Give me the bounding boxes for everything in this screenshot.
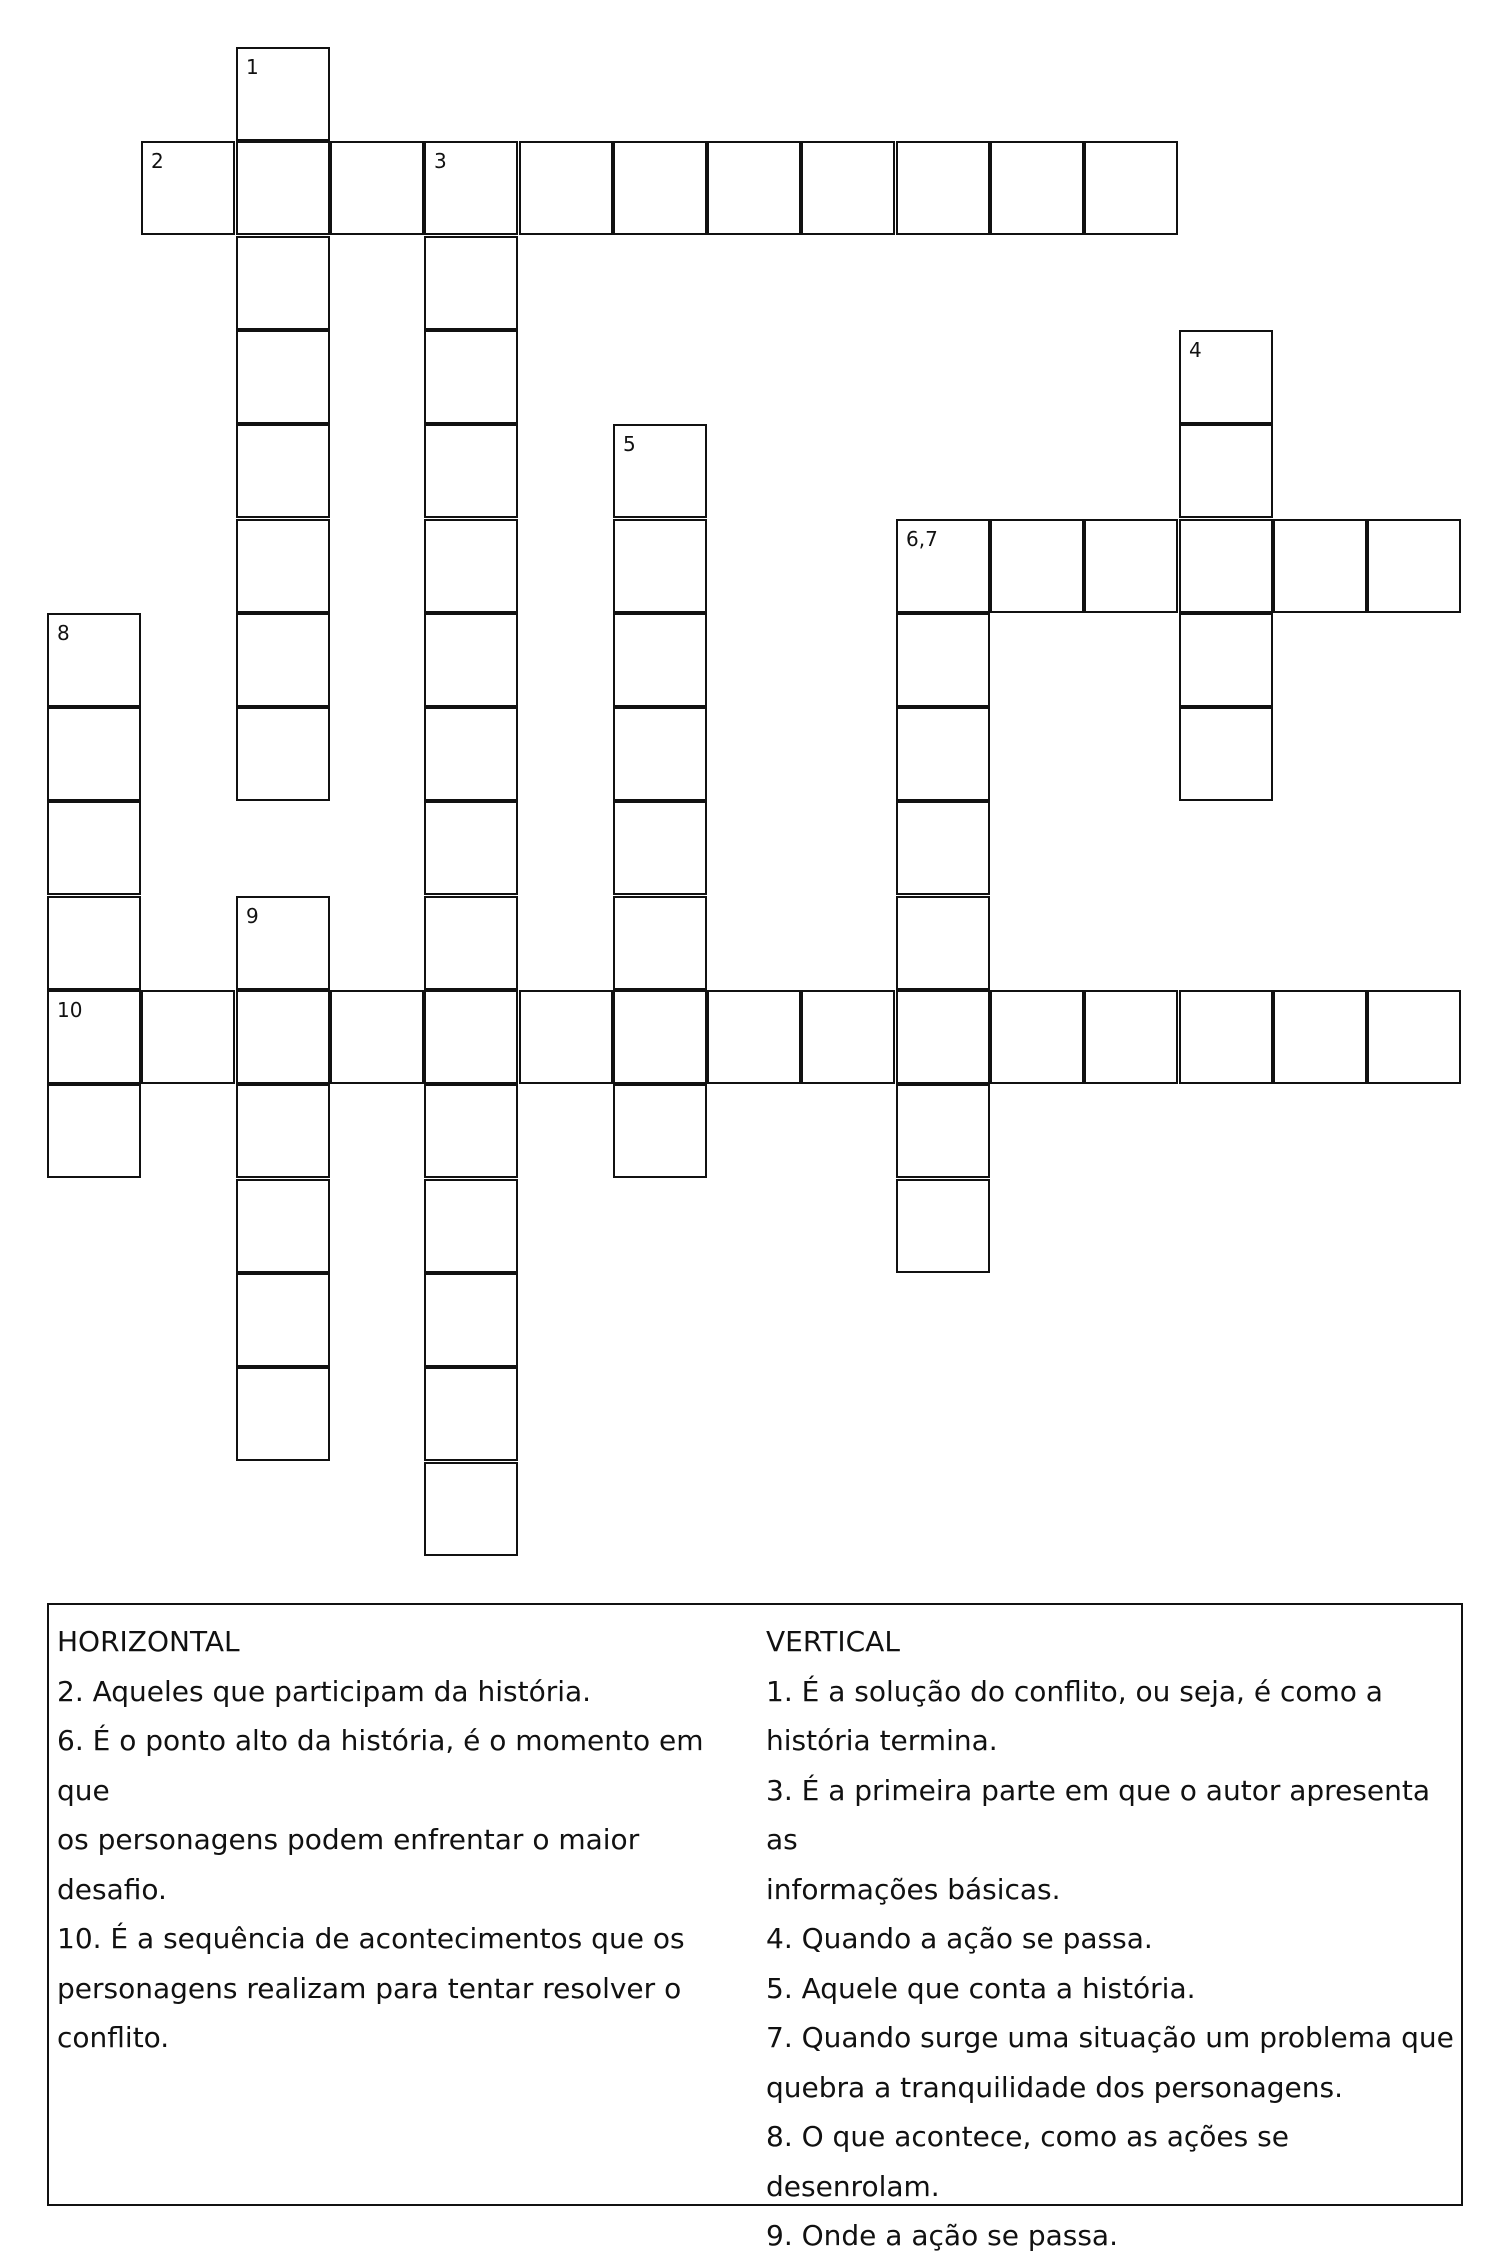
crossword-cell[interactable] [424,990,518,1084]
crossword-cell[interactable] [236,141,330,235]
crossword-cell[interactable] [519,990,613,1084]
clue-number: 4 [1189,338,1202,362]
crossword-cell[interactable] [1273,519,1367,613]
crossword-cell[interactable] [707,141,801,235]
crossword-cell[interactable] [896,141,990,235]
crossword-cell[interactable] [707,990,801,1084]
clue-number: 1 [246,55,259,79]
crossword-cell[interactable] [896,896,990,990]
clue-number: 10 [57,998,83,1022]
crossword-cell[interactable] [1367,519,1461,613]
crossword-cell[interactable] [613,990,707,1084]
crossword-cell[interactable] [424,1179,518,1273]
crossword-cell[interactable] [424,613,518,707]
crossword-cell[interactable] [236,990,330,1084]
crossword-cell[interactable] [613,1084,707,1178]
crossword-cell[interactable] [424,707,518,801]
crossword-cell[interactable] [424,1367,518,1461]
crossword-cell[interactable] [424,236,518,330]
crossword-cell[interactable] [424,896,518,990]
crossword-cell[interactable] [236,613,330,707]
crossword-cell[interactable] [47,801,141,895]
crossword-cell[interactable] [47,707,141,801]
crossword-cell[interactable] [236,1273,330,1367]
clue-line: 7. Quando surge uma situação um problema que [766,2021,1454,2054]
crossword-cell[interactable] [424,1462,518,1556]
crossword-cell[interactable] [236,1179,330,1273]
crossword-cell[interactable] [990,141,1084,235]
crossword-cell[interactable] [424,141,518,235]
clue-line: 10. É a sequência de acontecimentos que os [57,1922,685,1955]
crossword-cell[interactable] [1084,519,1178,613]
clue-line: 6. É o ponto alto da história, é o momento em que [57,1724,704,1807]
crossword-cell[interactable] [990,990,1084,1084]
crossword-cell[interactable] [613,801,707,895]
crossword-cell[interactable] [330,990,424,1084]
clue-number: 2 [151,149,164,173]
crossword-cell[interactable] [47,896,141,990]
crossword-cell[interactable] [1084,141,1178,235]
crossword-cell[interactable] [141,990,235,1084]
clue-line: história termina. [766,1724,998,1757]
clue-line: 1. É a solução do conflito, ou seja, é como a [766,1674,1383,1708]
crossword-cell[interactable] [47,990,141,1084]
crossword-cell[interactable] [613,707,707,801]
crossword-cell[interactable] [1084,990,1178,1084]
crossword-cell[interactable] [1179,330,1273,424]
clue-line: informações básicas. [766,1872,1061,1906]
vertical-clues [766,1617,1456,2261]
crossword-cell[interactable] [896,990,990,1084]
horizontal-clues [57,1617,757,2063]
crossword-cell[interactable] [236,707,330,801]
clue-line: 4. Quando a ação se passa. [766,1922,1153,1955]
crossword-cell[interactable] [801,990,895,1084]
clue-line: 9. Onde a ação se passa. [766,2219,1118,2252]
crossword-cell[interactable] [896,1179,990,1273]
crossword-cell[interactable] [613,613,707,707]
crossword-cell[interactable] [424,424,518,518]
crossword-cell[interactable] [236,236,330,330]
clue-line: 5. Aquele que conta a história. [766,1971,1196,2005]
clue-line: conflito. [57,2021,170,2054]
crossword-cell[interactable] [613,424,707,518]
crossword-cell[interactable] [330,141,424,235]
crossword-cell[interactable] [1273,990,1367,1084]
crossword-cell[interactable] [236,896,330,990]
crossword-cell[interactable] [424,519,518,613]
clues-box [47,1603,1463,2252]
crossword-cell[interactable] [896,613,990,707]
crossword-cell[interactable] [236,1084,330,1178]
crossword-cell[interactable] [47,613,141,707]
clue-number: 9 [246,904,259,928]
crossword-cell[interactable] [236,47,330,141]
clue-line: 2. Aqueles que participam da história. [57,1674,592,1708]
clue-line: quebra a tranquilidade dos personagens. [766,2070,1343,2104]
crossword-cell[interactable] [424,801,518,895]
crossword-cell[interactable] [613,896,707,990]
crossword-cell[interactable] [1179,519,1273,613]
crossword-cell[interactable] [236,330,330,424]
crossword-cell[interactable] [896,801,990,895]
vertical-heading: VERTICAL [766,1625,900,1658]
crossword-cell[interactable] [613,519,707,613]
clue-number: 8 [57,621,70,645]
clue-line: 8. O que acontece, como as ações se desenrolam. [766,2120,1289,2203]
crossword-cell[interactable] [990,519,1084,613]
crossword-cell[interactable] [801,141,895,235]
crossword-cell[interactable] [47,1084,141,1178]
crossword-cell[interactable] [613,141,707,235]
crossword-cell[interactable] [1179,424,1273,518]
crossword-cell[interactable] [424,330,518,424]
crossword-cell[interactable] [1179,613,1273,707]
clue-number: 6,7 [906,527,938,551]
crossword-cell[interactable] [896,1084,990,1178]
clue-line: os personagens podem enfrentar o maior desafio. [57,1823,640,1906]
crossword-cell[interactable] [1367,990,1461,1084]
crossword-cell[interactable] [236,1367,330,1461]
crossword-cell[interactable] [1179,707,1273,801]
clue-line: 3. É a primeira parte em que o autor apresenta as [766,1773,1430,1856]
crossword-cell[interactable] [141,141,235,235]
crossword-cell[interactable] [896,519,990,613]
crossword-cell[interactable] [236,424,330,518]
crossword-cell[interactable] [424,1084,518,1178]
horizontal-heading: HORIZONTAL [57,1625,240,1658]
crossword-cell[interactable] [519,141,613,235]
clue-number: 3 [434,149,447,173]
crossword-cell[interactable] [236,519,330,613]
crossword-cell[interactable] [1179,990,1273,1084]
clue-line: personagens realizam para tentar resolver o [57,1971,682,2005]
clue-number: 5 [623,432,636,456]
crossword-cell[interactable] [424,1273,518,1367]
crossword-cell[interactable] [896,707,990,801]
